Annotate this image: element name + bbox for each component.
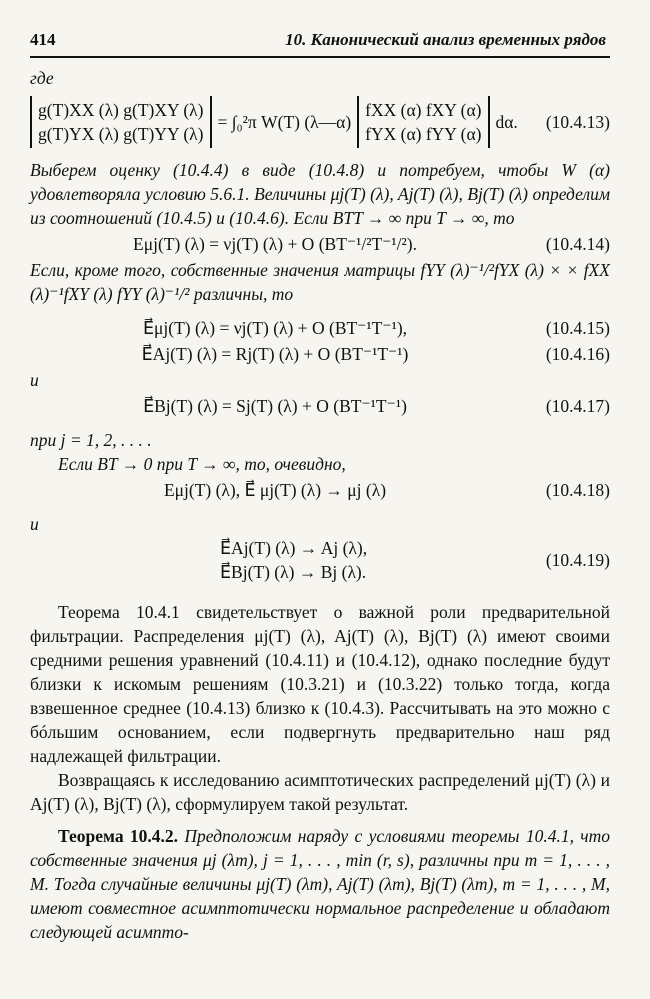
right-matrix-row-2: fYX (α) fYY (α) (365, 124, 482, 144)
running-title: 10. Канонический анализ временных рядов (285, 30, 606, 49)
theorem-text: Предположим наряду с условиями теоремы 10.4.1, что собственные значения μj (λm), j = 1, . . . , min (r, s), различны при m = 1, . . . , M. Тогда случайные величины μj(T) (λm), Aj(T) (λm), Bj(T) (λm), m = 1, . . . , M, имеют совместное асимптотически нормальное распределение и обладают следующей асимпто- (30, 826, 611, 942)
equation-number: (10.4.16) (545, 344, 610, 364)
equation-body: E⃗Aj(T) (λ) = Rj(T) (λ) + O (BT⁻¹T⁻¹) (141, 344, 409, 364)
equation-body: Eμj(T) (λ) = νj(T) (λ) + O (BT⁻¹/²T⁻¹/²). (133, 234, 417, 254)
integral-tail: dα. (495, 112, 518, 132)
paragraph-5: Возвращаясь к исследованию асимптотических распределений μj(T) (λ) и Aj(T) (λ), Bj(T) (λ), сформулируем такой результат. (30, 770, 610, 814)
left-matrix-row-2: g(T)YX (λ) g(T)YY (λ) (38, 124, 204, 144)
left-matrix-row-1: g(T)XX (λ) g(T)XY (λ) (38, 100, 204, 120)
left-matrix (30, 96, 212, 148)
paragraph-4: Теорема 10.4.1 свидетельствует о важной роли предварительной фильтрации. Распределения μj(T) (λ), Aj(T) (λ), Bj(T) (λ) имеют своими средними решения уравнений (10.4.11) и (10.4.12), однако последние будут близки к искомым решениям (10.3.21) и (10.3.22) только тогда, когда взвешенное среднее (10.4.13) близко к (10.4.3). Рассчитывать на это можно с бóльшим основанием, если подвергнуть предварительно наш ряд надлежащей фильтрации. (30, 602, 610, 766)
equation-10-4-19 (30, 536, 610, 584)
right-matrix (357, 96, 489, 148)
conjunction-and: и (30, 514, 39, 534)
equation-body: E⃗μj(T) (λ) = νj(T) (λ) + O (BT⁻¹T⁻¹), (142, 318, 408, 338)
equation-line-2: E⃗Bj(T) (λ) → Bj (λ). (220, 562, 367, 582)
theorem-10-4-2 (30, 824, 610, 944)
theorem-label: Теорема 10.4.2. (58, 826, 179, 846)
equation-body: Eμj(T) (λ), E⃗ μj(T) (λ) → μj (λ) (163, 480, 387, 500)
equation-10-4-15 (30, 316, 610, 340)
equation-number: (10.4.13) (545, 112, 610, 132)
equation-body: E⃗Bj(T) (λ) = Sj(T) (λ) + O (BT⁻¹T⁻¹) (143, 396, 407, 416)
equation-number: (10.4.14) (545, 234, 610, 254)
right-matrix-row-1: fXX (α) fXY (α) (365, 100, 482, 120)
equation-number: (10.4.15) (545, 318, 610, 338)
equation-number: (10.4.18) (545, 480, 610, 500)
conjunction-and: и (30, 370, 39, 390)
paragraph-2: Если, кроме того, собственные значения матрицы fYY (λ)⁻¹/²fYX (λ) × × fXX (λ)⁻¹fXY (λ) fYY (λ)⁻¹/² различны, то (30, 260, 610, 304)
equation-10-4-14 (30, 232, 610, 256)
equation-10-4-16 (30, 342, 610, 366)
equation-10-4-18 (30, 478, 610, 502)
equation-line-1: E⃗Aj(T) (λ) → Aj (λ), (220, 538, 368, 558)
equation-10-4-17 (30, 394, 610, 418)
paragraph-3: Если BT → 0 при T → ∞, то, очевидно, (58, 454, 346, 474)
equation-number: (10.4.19) (545, 550, 610, 570)
where-label: где (30, 68, 54, 88)
for-j-clause: при j = 1, 2, . . . . (30, 430, 152, 450)
page-header (30, 28, 610, 58)
paragraph-1: Выберем оценку (10.4.4) в виде (10.4.8) и потребуем, чтобы W (α) удовлетворяла условию 5.6.1. Величины μj(T) (λ), Aj(T) (λ), Bj(T) (λ) определим из соотношений (10.4.5) и (10.4.6). Если BTT → ∞ при T → ∞, то (30, 160, 610, 228)
page (30, 28, 610, 944)
integral-expression: = ∫₀²π W(T) (λ—α) (217, 112, 352, 132)
page-number: 414 (30, 30, 56, 49)
equation-10-4-13 (30, 96, 610, 148)
equation-number: (10.4.17) (545, 396, 610, 416)
